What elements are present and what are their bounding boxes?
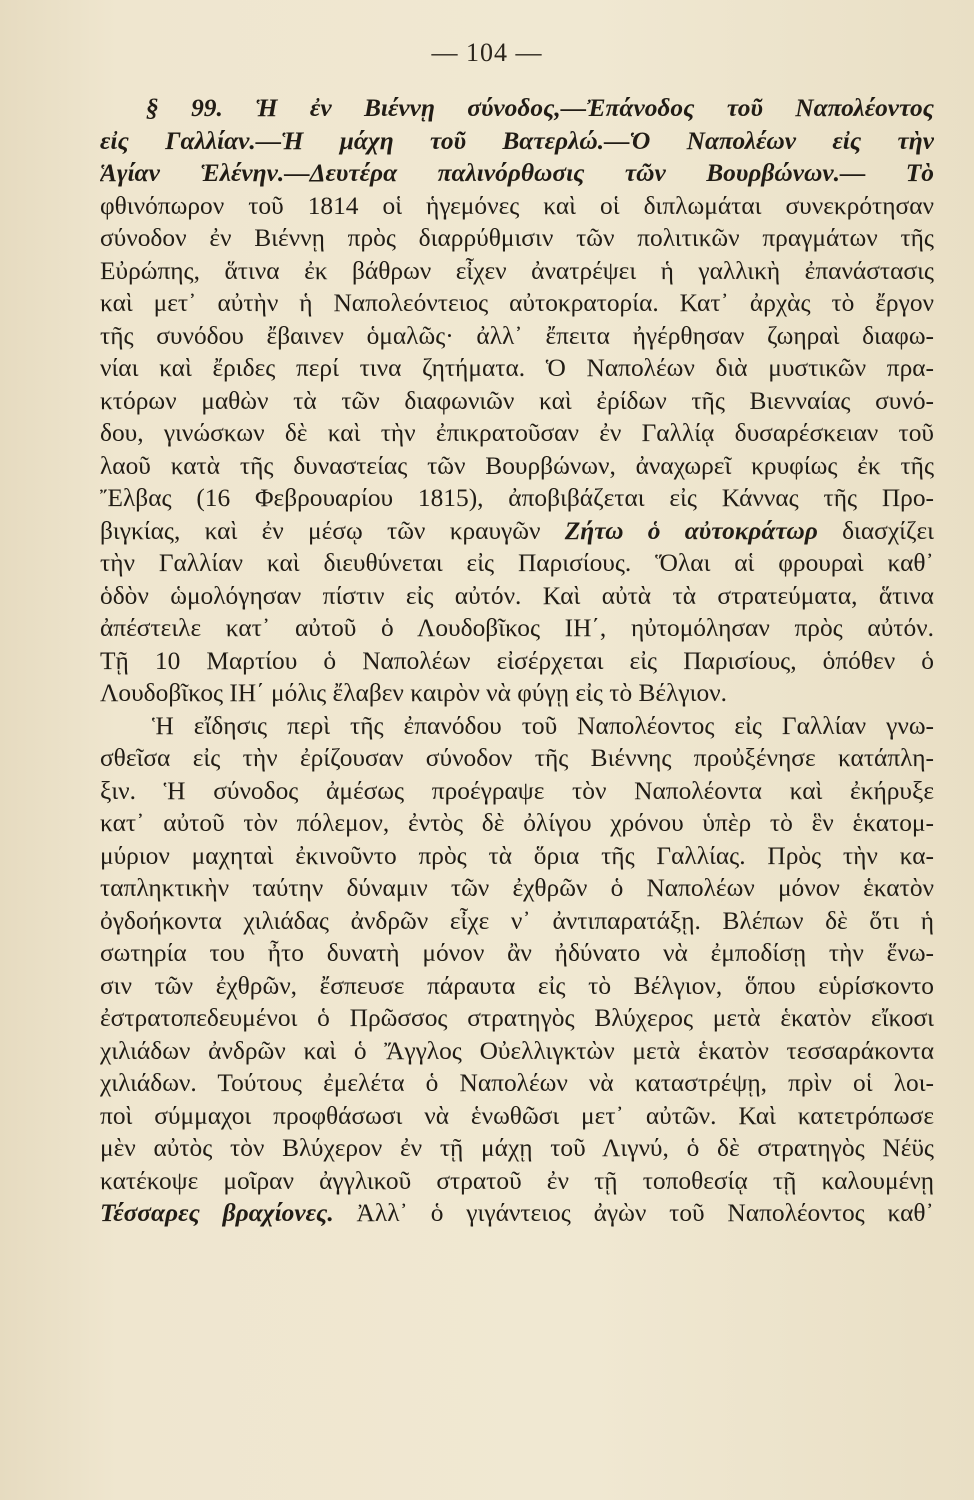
text-line: ποὶ σύμμαχοι προφθάσωσι νὰ ἑνωθῶσι μετ᾽ αὐτῶν. Καὶ κατετρόπωσε	[100, 1101, 934, 1130]
text-line: κατέκοψε μοῖραν ἀγγλικοῦ στρατοῦ ἐν τῇ τοποθεσίᾳ τῇ καλουμένῃ	[100, 1166, 934, 1195]
text-line: τὴν Γαλλίαν καὶ διευθύνεται εἰς Παρισίους. Ὅλαι αἱ φρουραὶ καθ᾽	[100, 549, 934, 577]
section-heading-line: Ἁγίαν Ἑλένην.—Δευτέρα παλινόρθωσις τῶν Βουρβώνων.— Τὸ	[100, 159, 934, 187]
text-line: σωτηρία του ἦτο δυνατὴ μόνον ἂν ἠδύνατο νὰ ἐμποδίσῃ τὴν ἕνω-	[100, 939, 934, 967]
text-line: μὲν αὐτὸς τὸν Βλύχερον ἐν τῇ μάχῃ τοῦ Λιγνύ, ὁ δὲ στρατηγὸς Νέϋς	[100, 1134, 934, 1162]
text-line: Τῇ 10 Μαρτίου ὁ Ναπολέων εἰσέρχεται εἰς Παρισίους, ὁπόθεν ὁ	[100, 646, 934, 675]
text-line: σθεῖσα εἰς τὴν ἐρίζουσαν σύνοδον τῆς Βιέννης προὐξένησε κατάπλη-	[100, 744, 934, 772]
text-line: χιλιάδων ἀνδρῶν καὶ ὁ Ἄγγλος Οὐελλιγκτὼν μετὰ ἑκατὸν τεσσαράκοντα	[100, 1036, 934, 1065]
text-line: λαοῦ κατὰ τῆς δυναστείας τῶν Βουρβώνων, ἀναχωρεῖ κρυφίως ἐκ τῆς	[100, 451, 934, 480]
text-line: μύριον μαχηταὶ ἐκινοῦντο πρὸς τὰ ὅρια τῆς Γαλλίας. Πρὸς τὴν κα-	[100, 841, 934, 870]
bold-place-name: Τέσσαρες βραχίονες.	[100, 1199, 334, 1227]
text-line: Ἔλβας (16 Φεβρουαρίου 1815), ἀποβιβάζεται εἰς Κάννας τῆς Προ-	[100, 484, 934, 512]
shout-before: βιγκίας, καὶ ἐν μέσῳ τῶν κραυγῶν	[100, 516, 541, 545]
text-line: ταπληκτικὴν ταύτην δύναμιν τῶν ἐχθρῶν ὁ Ναπολέων μόνον ἑκατὸν	[100, 874, 934, 902]
text-line: Εὐρώπης, ἅτινα ἐκ βάθρων εἶχεν ἀνατρέψει ἡ γαλλικὴ ἐπανάστασις	[100, 256, 934, 285]
section-heading-line: § 99. Ἡ ἐν Βιέννῃ σύνοδος,—Ἐπάνοδος τοῦ Ναπολέοντος	[146, 94, 934, 122]
shout-emphasis: Ζήτω ὁ αὐτοκράτωρ	[564, 516, 818, 545]
text-line: ἀπέστειλε κατ᾽ αὐτοῦ ὁ Λουδοβῖκος ΙΗ΄, ηὐτομόλησαν πρὸς αὐτόν.	[100, 614, 934, 642]
text-line-final	[100, 1197, 934, 1230]
text-line: κατ᾽ αὐτοῦ τὸν πόλεμον, ἐντὸς δὲ ὀλίγου χρόνου ὑπὲρ τὸ ἓν ἑκατομ-	[100, 809, 934, 837]
text-line: ὁδὸν ὡμολόγησαν πίστιν εἰς αὐτόν. Καὶ αὐτὰ τὰ στρατεύματα, ἅτινα	[100, 581, 934, 610]
text-line: ἐστρατοπεδευμένοι ὁ Πρῶσσος στρατηγὸς Βλύχερος μετὰ ἑκατὸν εἴκοσι	[100, 1004, 934, 1032]
text-line: Ἡ εἴδησις περὶ τῆς ἐπανόδου τοῦ Ναπολέοντος εἰς Γαλλίαν γνω-	[152, 711, 934, 740]
page-number: — 104 —	[431, 38, 543, 67]
text-line: χιλιάδων. Τούτους ἐμελέτα ὁ Ναπολέων νὰ καταστρέψῃ, πρὶν οἱ λοι-	[100, 1069, 934, 1097]
final-line-rest: Ἀλλ᾽ ὁ γιγάντειος ἀγὼν τοῦ Ναπολέοντος καθ᾽	[356, 1199, 934, 1227]
text-line: σύνοδον ἐν Βιέννῃ πρὸς διαρρύθμισιν τῶν πολιτικῶν πραγμάτων τῆς	[100, 224, 934, 252]
text-line: δου, γινώσκων δὲ καὶ τὴν ἐπικρατοῦσαν ἐν Γαλλίᾳ δυσαρέσκειαν τοῦ	[100, 419, 934, 447]
text-line: ὀγδοήκοντα χιλιάδας ἀνδρῶν εἶχε ν᾽ ἀντιπαρατάξῃ. Βλέπων δὲ ὅτι ἡ	[100, 906, 934, 935]
shout-after: διασχίζει	[842, 516, 934, 545]
page-body	[100, 92, 934, 1230]
text-line-with-shout	[100, 515, 934, 548]
text-line: Λουδοβῖκος ΙΗ΄ μόλις ἔλαβεν καιρὸν νὰ φύγῃ εἰς τὸ Βέλγιον.	[100, 679, 727, 707]
text-line: ξιν. Ἡ σύνοδος ἀμέσως προέγραψε τὸν Ναπολέοντα καὶ ἐκήρυξε	[100, 776, 934, 805]
section-heading-line: εἰς Γαλλίαν.—Ἡ μάχη τοῦ Βατερλώ.—Ὁ Ναπολέων εἰς τὴν	[100, 126, 934, 155]
text-line: τῆς συνόδου ἔβαινεν ὁμαλῶς· ἀλλ᾽ ἔπειτα ἠγέρθησαν ζωηραὶ διαφω-	[100, 321, 934, 350]
text-line: νίαι καὶ ἔριδες περί τινα ζητήματα. Ὁ Ναπολέων διὰ μυστικῶν πρα-	[100, 354, 934, 382]
text-line: καὶ μετ᾽ αὐτὴν ἡ Ναπολεόντειος αὐτοκρατορία. Κατ᾽ ἀρχὰς τὸ ἔργον	[100, 289, 934, 317]
text-line: σιν τῶν ἐχθρῶν, ἔσπευσε πάραυτα εἰς τὸ Βέλγιον, ὅπου εὑρίσκοντο	[100, 971, 934, 1000]
text-line: φθινόπωρον τοῦ 1814 οἱ ἡγεμόνες καὶ οἱ διπλωμάται συνεκρότησαν	[100, 191, 934, 220]
text-line: κτόρων μαθὼν τὰ τῶν διαφωνιῶν καὶ ἐρίδων τῆς Βιενναίας συνό-	[100, 386, 934, 415]
